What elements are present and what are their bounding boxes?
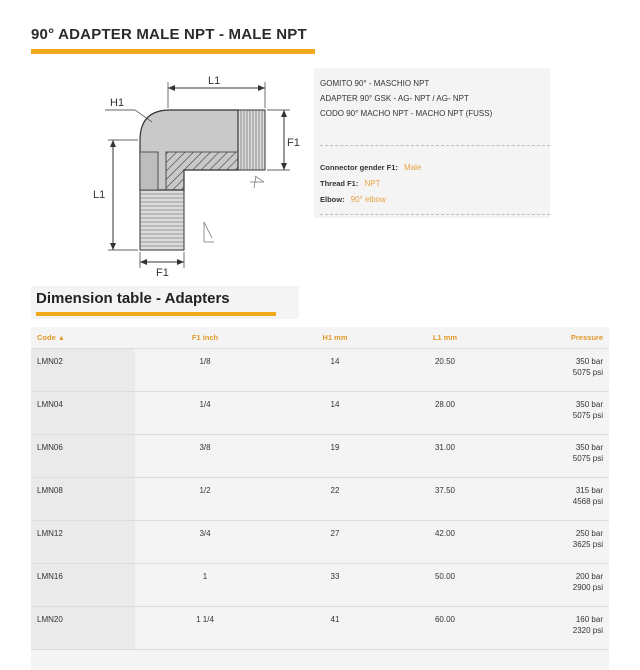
column-header-l1[interactable]: L1 mm	[395, 327, 495, 349]
cell-f1: 1/2	[135, 478, 275, 521]
product-name-en: ADAPTER 90° GSK - AG- NPT / AG- NPT	[320, 91, 492, 106]
section-title: Dimension table - Adapters	[36, 290, 230, 307]
cell-h1: 14	[275, 349, 395, 392]
cell-l1: 20.50	[395, 349, 495, 392]
pressure-bar: 350 bar	[501, 399, 603, 410]
pressure-psi: 2320 psi	[501, 625, 603, 636]
cell-l1: 31.00	[395, 435, 495, 478]
cell-f1: 1/4	[135, 392, 275, 435]
table-header-row	[31, 327, 609, 349]
cell-pressure	[495, 564, 609, 607]
property-label: Thread F1:	[320, 179, 358, 188]
table-filler	[31, 650, 609, 670]
property-value: 90° elbow	[351, 195, 386, 204]
dim-label-h1: H1	[110, 97, 124, 109]
cell-h1: 19	[275, 435, 395, 478]
dimension-table	[31, 327, 609, 670]
cell-pressure	[495, 349, 609, 392]
property-thread	[320, 176, 421, 192]
pressure-psi: 5075 psi	[501, 410, 603, 421]
property-label: Connector gender F1:	[320, 163, 398, 172]
cell-code: LMN02	[31, 349, 135, 392]
table-row	[31, 521, 609, 564]
property-value: NPT	[364, 179, 380, 188]
property-connector-gender	[320, 160, 421, 176]
cell-f1: 1 1/4	[135, 607, 275, 650]
dim-label-f1-right: F1	[287, 137, 300, 149]
page-title: 90° ADAPTER MALE NPT - MALE NPT	[31, 26, 307, 43]
cell-pressure	[495, 392, 609, 435]
product-properties	[320, 160, 421, 208]
cell-l1: 28.00	[395, 392, 495, 435]
cell-l1: 42.00	[395, 521, 495, 564]
table-row	[31, 349, 609, 392]
product-names	[320, 76, 492, 121]
column-header-f1[interactable]: F1 inch	[135, 327, 275, 349]
title-underline	[31, 49, 315, 54]
table-row	[31, 564, 609, 607]
pressure-bar: 200 bar	[501, 571, 603, 582]
pressure-psi: 5075 psi	[501, 453, 603, 464]
cell-f1: 3/8	[135, 435, 275, 478]
cell-l1: 37.50	[395, 478, 495, 521]
cell-code: LMN16	[31, 564, 135, 607]
table-row	[31, 607, 609, 650]
cell-pressure	[495, 607, 609, 650]
dim-label-l1-left: L1	[93, 189, 105, 201]
cell-code: LMN12	[31, 521, 135, 564]
dim-label-l1-top: L1	[208, 75, 220, 87]
cell-pressure	[495, 521, 609, 564]
column-header-h1[interactable]: H1 mm	[275, 327, 395, 349]
pressure-bar: 250 bar	[501, 528, 603, 539]
cell-h1: 14	[275, 392, 395, 435]
info-panel	[314, 68, 550, 218]
pressure-bar: 315 bar	[501, 485, 603, 496]
table-row	[31, 478, 609, 521]
cell-l1: 50.00	[395, 564, 495, 607]
cell-pressure	[495, 435, 609, 478]
property-label: Elbow:	[320, 195, 345, 204]
table-row	[31, 435, 609, 478]
pressure-bar: 350 bar	[501, 442, 603, 453]
section-underline	[36, 312, 276, 316]
cell-pressure	[495, 478, 609, 521]
cell-h1: 41	[275, 607, 395, 650]
divider	[320, 214, 550, 215]
cell-code: LMN04	[31, 392, 135, 435]
pressure-bar: 160 bar	[501, 614, 603, 625]
column-header-pressure[interactable]: Pressure	[495, 327, 609, 349]
property-elbow	[320, 192, 421, 208]
pressure-psi: 3625 psi	[501, 539, 603, 550]
cell-f1: 1	[135, 564, 275, 607]
divider	[320, 145, 550, 146]
pressure-psi: 2900 psi	[501, 582, 603, 593]
cell-l1: 60.00	[395, 607, 495, 650]
property-value: Male	[404, 163, 421, 172]
pressure-bar: 350 bar	[501, 356, 603, 367]
pressure-psi: 5075 psi	[501, 367, 603, 378]
technical-drawing	[80, 70, 300, 280]
cell-code: LMN20	[31, 607, 135, 650]
cell-code: LMN06	[31, 435, 135, 478]
table-row	[31, 392, 609, 435]
product-name-es: CODO 90° MACHO NPT - MACHO NPT (FUSS)	[320, 106, 492, 121]
cell-h1: 22	[275, 478, 395, 521]
dim-label-f1-bottom: F1	[156, 267, 169, 279]
column-header-code[interactable]: Code ▲	[31, 327, 135, 349]
cell-h1: 27	[275, 521, 395, 564]
sort-asc-icon[interactable]: ▲	[58, 335, 65, 342]
product-name-it: GOMITO 90° - MASCHIO NPT	[320, 76, 492, 91]
cell-h1: 33	[275, 564, 395, 607]
cell-f1: 1/8	[135, 349, 275, 392]
cell-code: LMN08	[31, 478, 135, 521]
pressure-psi: 4568 psi	[501, 496, 603, 507]
cell-f1: 3/4	[135, 521, 275, 564]
